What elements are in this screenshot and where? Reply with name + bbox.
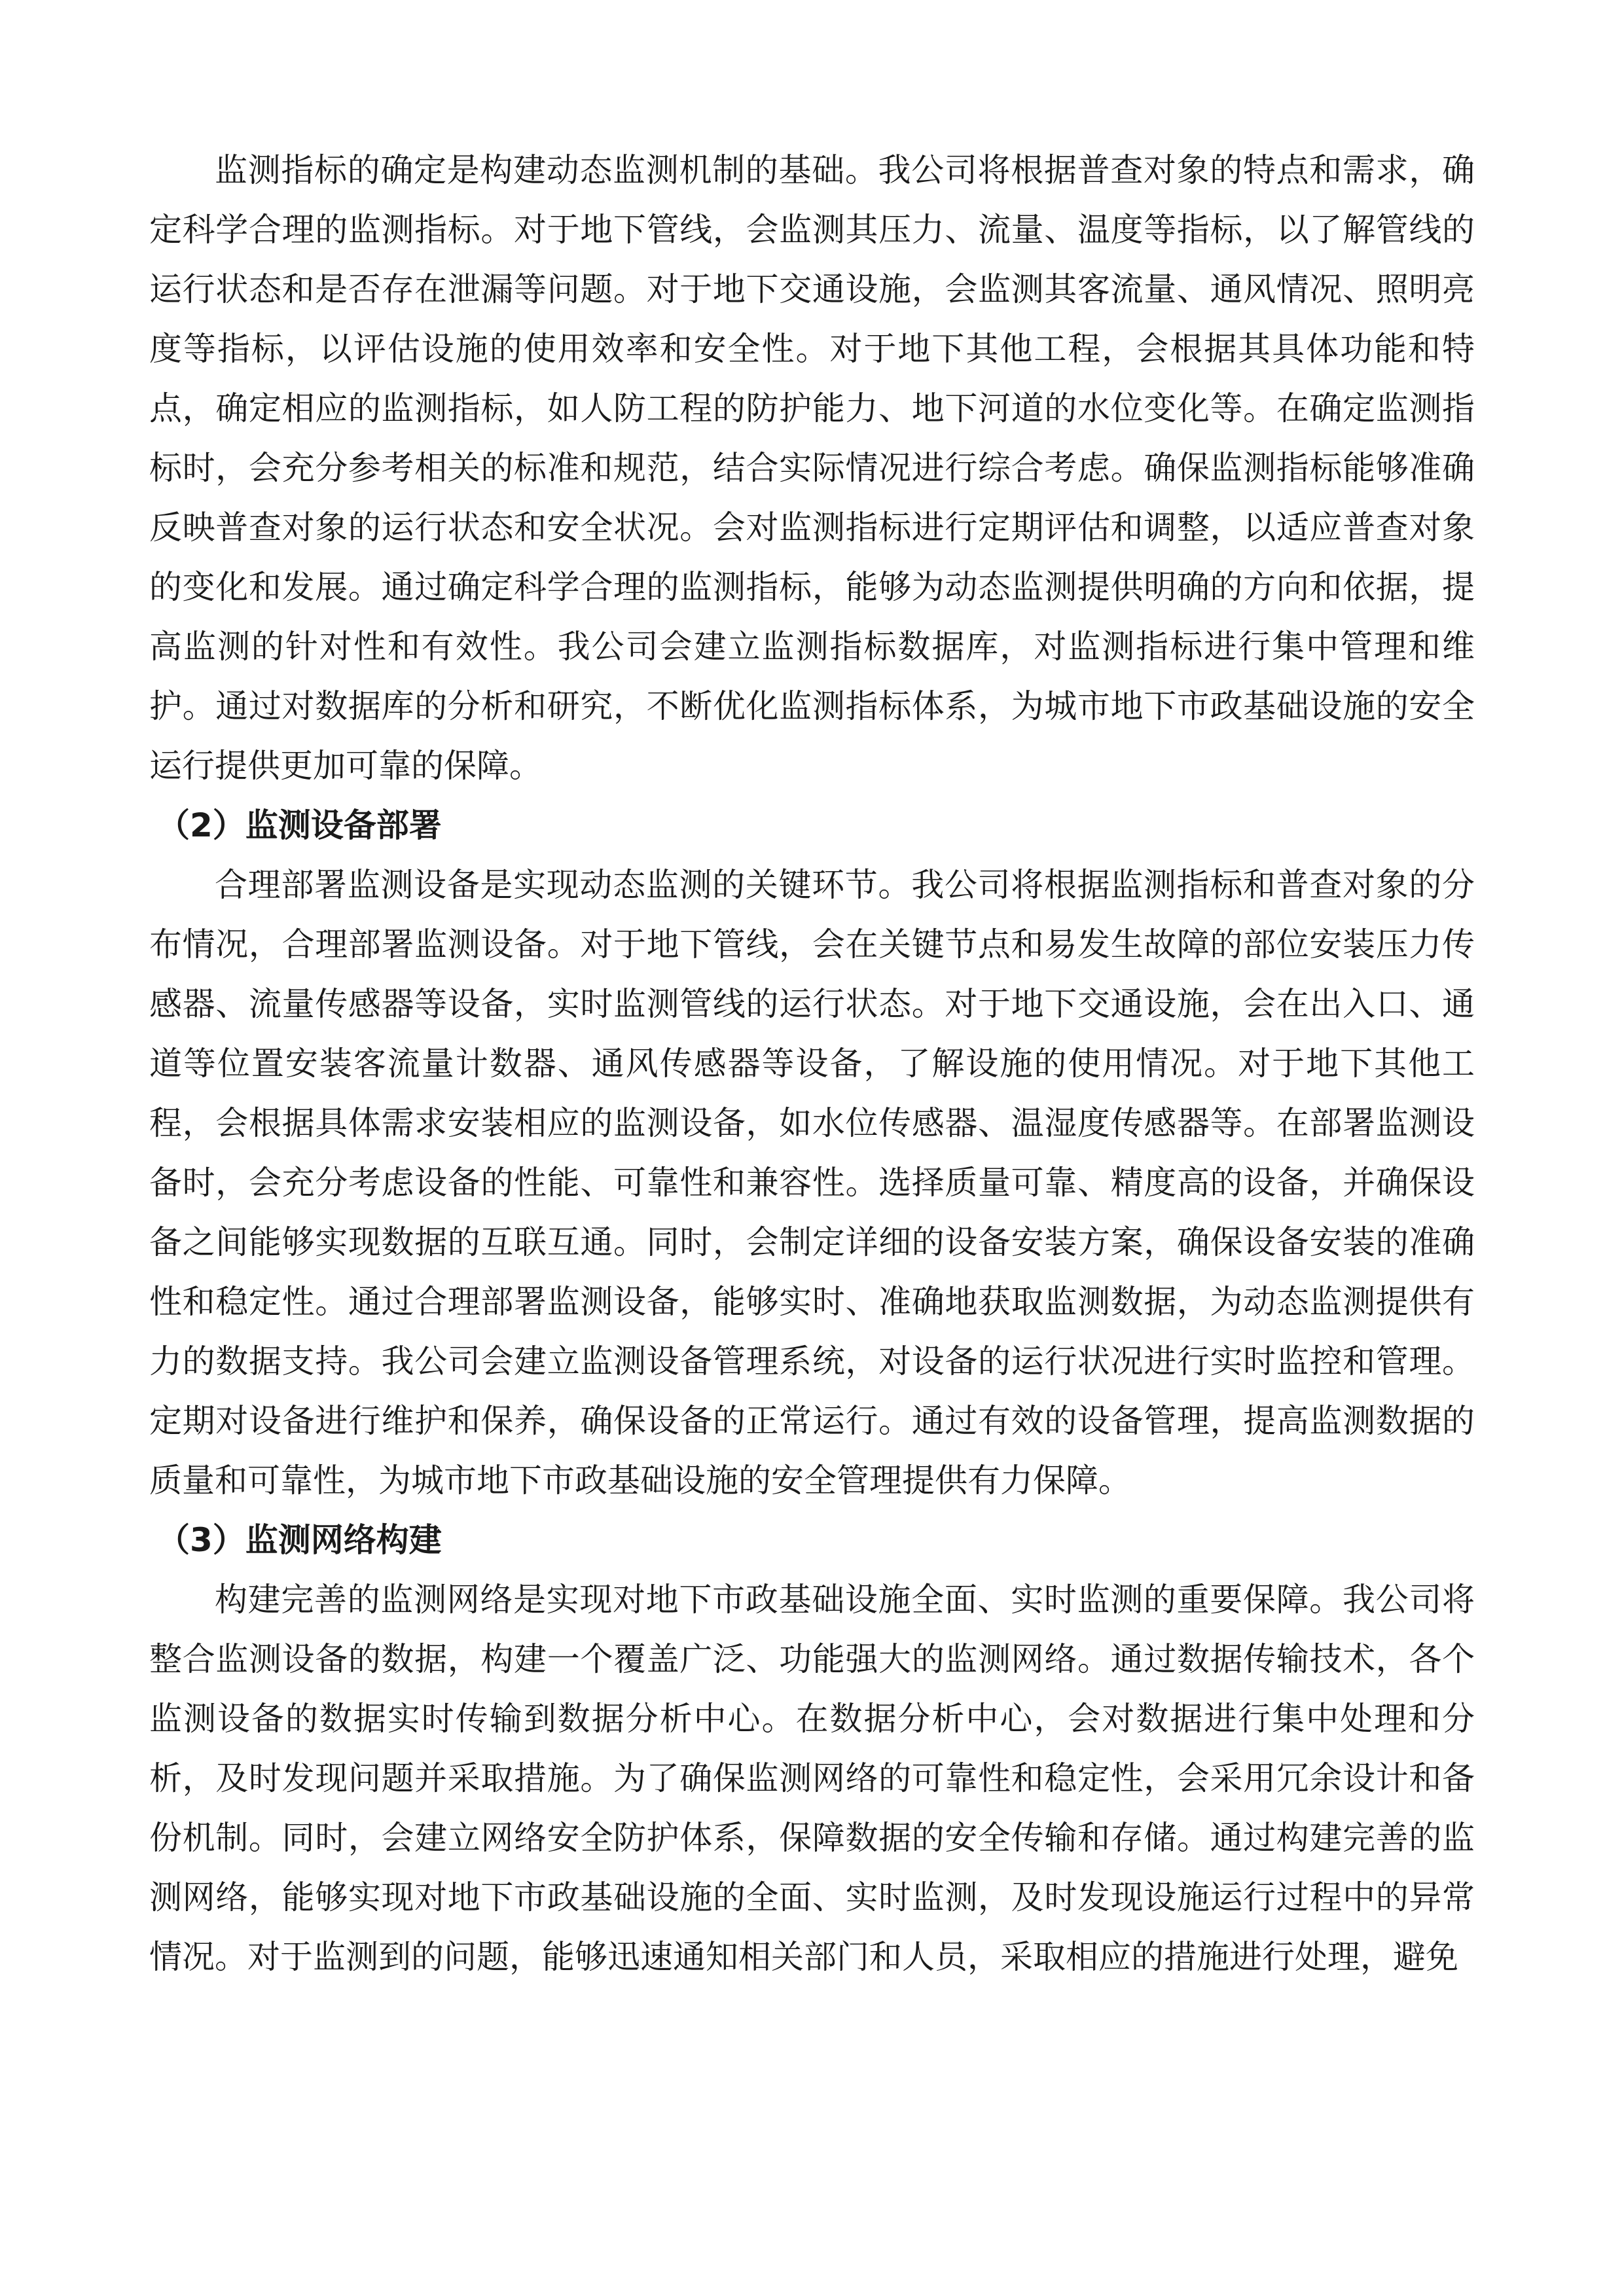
heading-network-construction: （3）监测网络构建 — [157, 1521, 442, 1559]
paragraph-network-construction: 构建完善的监测网络是实现对地下市政基础设施全面、实时监测的重要保障。我公司将整合监测设备的数据，构建一个覆盖广泛、功能强大的监测网络。通过数据传输技术，各个监测设备的数据实时传输到数据分析中心。在数据分析中心，会对数据进行集中处理和分析，及时发现问题并采取措施。为了确保监测网络的可靠性和稳定性，会采用冗余设计和备份机制。同时，会建立网络安全防护体系，保障数据的安全传输和存储。通过构建完善的监测网络，能够实现对地下市政基础设施的全面、实时监测，及时发现设施运行过程中的异常情况。对于监测到的问题，能够迅速通知相关部门和人员，采取相应的措施进行处理，避免 — [149, 1581, 1475, 1976]
heading-device-deployment: （2）监测设备部署 — [157, 806, 442, 844]
paragraph-monitoring-indicators: 监测指标的确定是构建动态监测机制的基础。我公司将根据普查对象的特点和需求，确定科学合理的监测指标。对于地下管线，会监测其压力、流量、温度等指标，以了解管线的运行状态和是否存在泄漏等问题。对于地下交通设施，会监测其客流量、通风情况、照明亮度等指标，以评估设施的使用效率和安全性。对于地下其他工程，会根据其具体功能和特点，确定相应的监测指标，如人防工程的防护能力、地下河道的水位变化等。在确定监测指标时，会充分参考相关的标准和规范，结合实际情况进行综合考虑。确保监测指标能够准确反映普查对象的运行状态和安全状况。会对监测指标进行定期评估和调整，以适应普查对象的变化和发展。通过确定科学合理的监测指标，能够为动态监测提供明确的方向和依据，提高监测的针对性和有效性。我公司会建立监测指标数据库，对监测指标进行集中管理和维护。通过对数据库的分析和研究，不断优化监测指标体系，为城市地下市政基础设施的安全运行提供更加可靠的保障。 — [149, 151, 1475, 785]
paragraph-device-deployment: 合理部署监测设备是实现动态监测的关键环节。我公司将根据监测指标和普查对象的分布情况，合理部署监测设备。对于地下管线，会在关键节点和易发生故障的部位安装压力传感器、流量传感器等设备，实时监测管线的运行状态。对于地下交通设施，会在出入口、通道等位置安装客流量计数器、通风传感器等设备，了解设施的使用情况。对于地下其他工程，会根据具体需求安装相应的监测设备，如水位传感器、温湿度传感器等。在部署监测设备时，会充分考虑设备的性能、可靠性和兼容性。选择质量可靠、精度高的设备，并确保设备之间能够实现数据的互联互通。同时，会制定详细的设备安装方案，确保设备安装的准确性和稳定性。通过合理部署监测设备，能够实时、准确地获取监测数据，为动态监测提供有力的数据支持。我公司会建立监测设备管理系统，对设备的运行状况进行实时监控和管理。定期对设备进行维护和保养，确保设备的正常运行。通过有效的设备管理，提高监测数据的质量和可靠性，为城市地下市政基础设施的安全管理提供有力保障。 — [149, 866, 1475, 1499]
